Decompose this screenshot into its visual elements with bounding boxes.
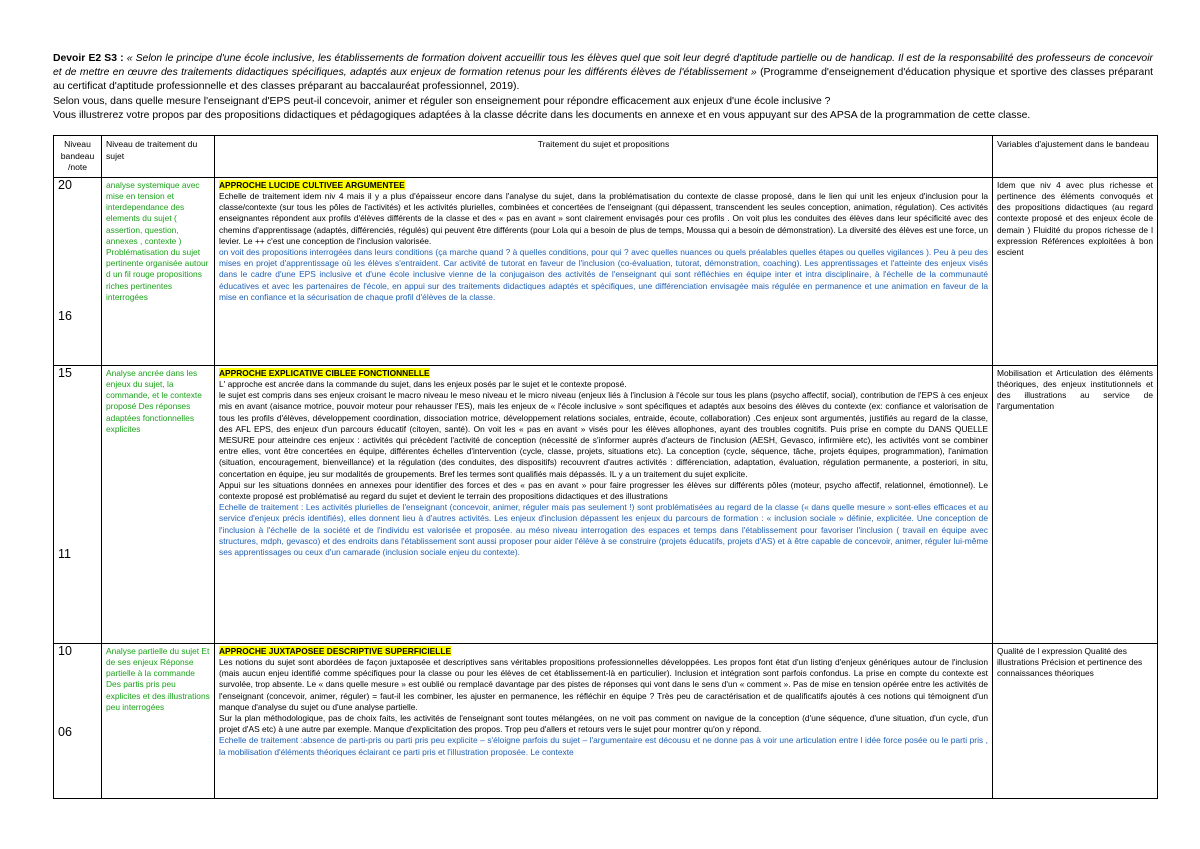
variables-cell: Qualité de l expression Qualité des illustrations Précision et pertinence des connaissances théoriques <box>993 643 1158 798</box>
note-cell <box>54 177 102 365</box>
approach-label: APPROCHE LUCIDE CULTIVEE ARGUMENTEE <box>219 179 405 190</box>
traitement-text-blue: on voit des propositions interrogées dans leurs conditions (ça marche quand ? à quelles conditions, pour qui ? avec quelles nuances ou quels préalables quelles étapes ou quelles vigilances ). Peu à peu des mises en projet d'apprentissage où les élèves s'entraident. Car activité de tutorat en faveur de l'inclusion (co-évaluation, tutorat, démonstration, coaching). Les apprentissages et l'atteinte des enjeux visés dans le cadre d'une EPS inclusive et d'une école inclusive vienne de la conjugaison des activités de l'enseignant qui sont réfléchies en équipe inter et intra disciplinaire, à l'échelle de la communauté éducatives et avec les partenaires de l'école, en appui sur des traitements didactiques adaptés et spécifiques, une différenciation envisagée mais régulée en permanence et une animation en faveur de la mise en confiance et la sécurisation de chaque profil d'élèves de la classe. <box>219 247 988 302</box>
approach-label: APPROCHE EXPLICATIVE CIBLEE FONCTIONNELLE <box>219 367 430 378</box>
traitement-text-blue: Echelle de traitement : Les activités plurielles de l'enseignant (concevoir, animer, réguler mais pas seulement !) sont problématisées au regard de la classe (« dans quelle mesure » sont-elles efficaces et au service d'enjeux précis identifiés), elles donnent lieu à d'autres activités. Les enjeux d'inclusion dépassent les enjeux du parcours de formation : « inclusion sociale » définie, explicitée. Une conception de l'inclusion à l'échelle de la société et de l'individu est valorisée et proposée. au méso niveau interrogation des espaces et temps dans l'établissement pour favoriser l'inclusion ( travail en équipe avec structures, mdph, gevasco) et des endroits dans l'établissement sont aussi proposer pour aider l'élève à se construire (projets éducatifs, projets d'AS) et à être capable de concevoir, animer, réguler lui-même ses apprentissages ou ceux d'un camarade (inclusion sociale enjeu du contexte). <box>219 502 988 558</box>
traitement-text: le sujet est compris dans ses enjeux croisant le macro niveau le meso niveau et le micro niveau (enjeux liés à l'inclusion à l'école sur tous les plans (psycho affectif, social), contribution de l'EPS à ces enjeux mis en avant (aisance motrice, pouvoir moteur pour rehausser l'ES), mais les enjeux de « l'école inclusive » sont spécifiques et adaptés aux besoins des élèves du contexte (ex: confiance et valorisation de tous les profils d'élèves, développement coordination, dissociation motrice, développement relations sociales, entraide, écoute, collaboration) .Ces enjeux sont argumentés, justifiés au regard de la classe, des AFL EPS, des enjeux d'un parcours éducatif (citoyen, santé). On voit les « pas en avant » visés pour les élèves allophones, ayant des troubles cognitifs. Puis prise en compte du DANS QUELLE MESURE pour atteindre ces enjeux : activités qui précèdent l'activité de conception (nécessité de s'informer auprès d'acteurs de l'inclusion (AESH, Gevasco, infirmière etc), les activités vont se combiner entre elles, vont être concertées en équipe, différentes échelles d'intervention (cycle, classe, projets, situations etc). La conception (cycle, séquence, tâche, projets équipes, programmation), l'animation (situation, encouragement, bienveillance) et la régulation (des conduites, des dispositifs) recouvrent d'autres activités : différenciation, adaptation, évaluation, régulation permanente, a posteriori, in situ, concertation en équipe, jeu sur modalités de groupements. Bref les termes sont qualifiés mais dépassés. IL y a un traitement du sujet explicite. <box>219 390 988 479</box>
assignment-source: (Programme d'enseignement d'éducation physique et sportive des classes préparant au certificat d'aptitude professionnelle et des classes préparant au baccalauréat professionnel, 2019). <box>53 67 1154 93</box>
grading-table <box>53 135 1158 799</box>
note-top: 20 <box>58 177 72 192</box>
table-header-row <box>54 136 1158 178</box>
traitement-cell <box>215 365 993 643</box>
traitement-text-blue: Echelle de traitement :absence de parti-pris ou parti pris peu explicite – s'éloigne parfois du sujet – l'argumentaire est décousu et ne donne pas à voir une articulation entre l idée force posée ou le parti pris , la mobilisation d'éléments théoriques éclairant ce parti pris et l'illustration proposée. Le contexte <box>219 735 988 757</box>
traitement-text: Echelle de traitement idem niv 4 mais il y a plus d'épaisseur encore dans l'analyse du sujet, dans la problématisation du contexte de classe proposé, dans le lien qui unit les enjeux d'inclusion pour la classe/contexte (sur tous les pôles de l'activités) et les activités plurielles, combinées et concertées de l'enseignant (qui dépassent, transcendent les seules conception, animation, régulation). Ces activités enseignantes répondent aux profils d'élèves différents de la classe et des « pas en avant » sont clairement envisagés pour ces profils . On voit plus les conduites des élèves dans leur spécificité avec des chemins d'apprentissage (adaptés, différenciés, régulés) qui peuvent être différents (pour Lola qui a besoin de plus de temps, Moussa qui a besoin de démonstration). La diversité des élèves est une force, un levier. Le ++ c'est une conception de l'inclusion valorisée. <box>219 190 988 246</box>
assignment-quote: « Selon le principe d'une école inclusive, les établissements de formation doivent accueillir tous les élèves quel que soit leur degré d'aptitude partielle ou de handicap. Il est de la responsabilité des professeurs de concevoir et de mettre en œuvre des traitements didactiques spécifiques, adaptés aux enjeux de formation retenus pour les différents élèves de l'établissement » <box>53 53 1153 79</box>
note-bottom: 11 <box>58 546 71 561</box>
table-row <box>54 643 1158 798</box>
assignment-title: Devoir E2 S3 : <box>53 53 124 64</box>
note-cell <box>54 365 102 643</box>
traitement-text: Sur la plan méthodologique, pas de choix faits, les activités de l'enseignant sont toutes mélangées, on ne voit pas comment on navigue de la conception (d'une séquence, d'une situation, d'un cycle, d'un projet d'AS etc) à une autre par exemple. Manque d'explicitation des propos. Trop peu d'allers et retours vers le sujet pour montrer qu'on y répond. <box>219 713 988 735</box>
assignment-statement <box>53 52 1153 95</box>
approach-label: APPROCHE JUXTAPOSEE DESCRIPTIVE SUPERFICIELLE <box>219 645 452 656</box>
variables-cell: Idem que niv 4 avec plus richesse et pertinence des éléments convoqués et des propositions didactiques (au regard contexte proposé et des enjeux école de demain ) Fluidité du propos richesse de l expression Références exploitées à bon escient <box>993 177 1158 365</box>
header-traitement-niveau: Niveau de traitement du sujet <box>102 136 215 178</box>
note-cell <box>54 643 102 798</box>
note-top: 10 <box>58 643 72 658</box>
variables-cell: Mobilisation et Articulation des éléments théoriques, des enjeux institutionnels et des illustrations au service de l'argumentation <box>993 365 1158 643</box>
traitement-cell <box>215 643 993 798</box>
assignment-question: Selon vous, dans quelle mesure l'enseignant d'EPS peut-il concevoir, animer et réguler son enseignement pour répondre efficacement aux enjeux d'une école inclusive ? <box>53 95 831 107</box>
traitement-text: Les notions du sujet sont abordées de façon juxtaposée et descriptives sans véritables propositions professionnelles développées. Les propos font état d'un listing d'enjeux génériques autour de l'inclusion (mais aucun enjeu identifié comme spécifiques pour la classe ou pour les élèves de cet établissement-là en particulier). Inclusion et intégration sont parfois confondus. La prise en compte du contexte est survolée, trop absente. Le « dans quelle mesure » est oublié ou remplacé davantage par des pistes de réponses qui vont dans le sens d'un « comment ». Pas de mise en tension opérée entre les activités de l'enseignant (concevoir, animer, réguler) = faut-il les combiner, les ajuster en permanence, les réfléchir en équipe ? Très peu de caractérisation et de qualificatifs ajoutés à ces notions qui témoignent d'un manque d'analyse du sujet ou d'une analyse partielle. <box>219 656 988 712</box>
niveau-traitement-cell: Analyse ancrée dans les enjeux du sujet, la commande, et le contexte proposé Des réponses adaptées fonctionnelles explicites <box>102 365 215 643</box>
header-traitement: Traitement du sujet et propositions <box>215 136 993 178</box>
header-niveau: Niveau bandeau /note <box>54 136 102 178</box>
assignment-instruction: Vous illustrerez votre propos par des propositions didactiques et pédagogiques adaptées à la classe décrite dans les documents en annexe et en vous appuyant sur des APSA de la programmation de cette classe. <box>53 109 1031 121</box>
niveau-traitement-cell: Analyse partielle du sujet Et de ses enjeux Réponse partielle à la commande Des partis pris peu explicites et des illustrations peu interrogées <box>102 643 215 798</box>
traitement-text: L' approche est ancrée dans la commande du sujet, dans les enjeux posés par le sujet et le contexte proposé. <box>219 378 627 389</box>
header-variables: Variables d'ajustement dans le bandeau <box>993 136 1158 178</box>
table-row <box>54 177 1158 365</box>
note-bottom: 06 <box>58 724 72 739</box>
traitement-text: Appui sur les situations données en annexes pour identifier des forces et des « pas en avant » pour faire progresser les élèves sur différents pôles (moteur, psycho affectif, relationnel, émotionnel). Le contexte proposé est problématisé au regard du sujet et devient le terrain des propositions didactiques et des illustrations <box>219 479 988 502</box>
note-bottom: 16 <box>58 308 72 323</box>
traitement-cell <box>215 177 993 365</box>
niveau-traitement-cell: analyse systemique avec mise en tension et interdependance des elements du sujet ( assertion, question, annexes , contexte ) Problématisation du sujet pertinente organisée autour d un fil rouge propositions riches pertinentes interrogées <box>102 177 215 365</box>
assignment-intro <box>53 52 1153 123</box>
note-top: 15 <box>58 365 72 380</box>
table-row <box>54 365 1158 643</box>
